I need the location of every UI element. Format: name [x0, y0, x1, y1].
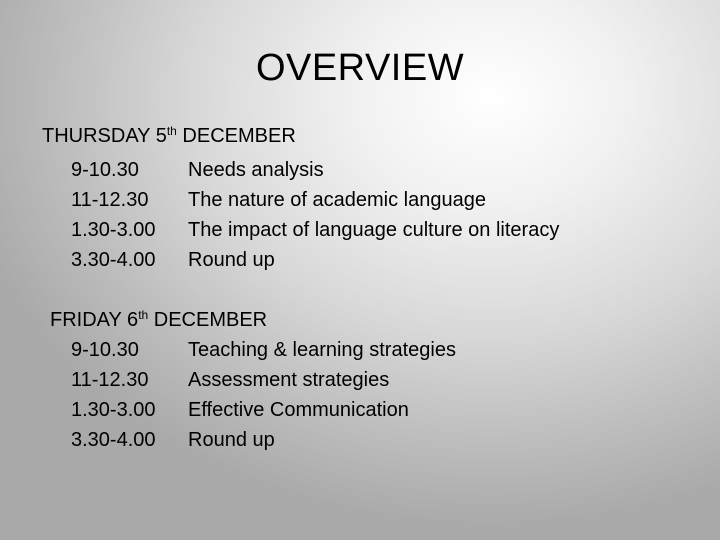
session-time: 3.30-4.00: [71, 249, 156, 271]
day-ordinal: th: [166, 124, 177, 138]
session-time: 9-10.30: [71, 339, 139, 361]
session-topic: Teaching & learning strategies: [188, 339, 456, 361]
session-time: 9-10.30: [71, 159, 139, 181]
day-label: THURSDAY 5: [42, 125, 167, 147]
day-ordinal: th: [138, 308, 149, 322]
day-heading-friday: [50, 305, 267, 335]
session-time: 11-12.30: [71, 189, 149, 211]
day-heading-thursday: [42, 121, 296, 151]
session-time: 1.30-3.00: [71, 219, 156, 241]
session-topic: Round up: [188, 429, 275, 451]
session-topic: Round up: [188, 249, 275, 271]
session-topic: The nature of academic language: [188, 189, 486, 211]
session-time: 3.30-4.00: [71, 429, 156, 451]
session-topic: Effective Communication: [188, 399, 409, 421]
month-label: DECEMBER: [153, 309, 268, 331]
session-topic: Assessment strategies: [188, 369, 390, 391]
session-topic: The impact of language culture on literacy: [188, 219, 560, 241]
slide-title: OVERVIEW: [255, 47, 465, 89]
month-label: DECEMBER: [182, 125, 296, 147]
session-time: 11-12.30: [71, 369, 149, 391]
session-topic: Needs analysis: [188, 159, 324, 181]
session-time: 1.30-3.00: [71, 399, 156, 421]
day-label: FRIDAY 6: [50, 309, 139, 331]
